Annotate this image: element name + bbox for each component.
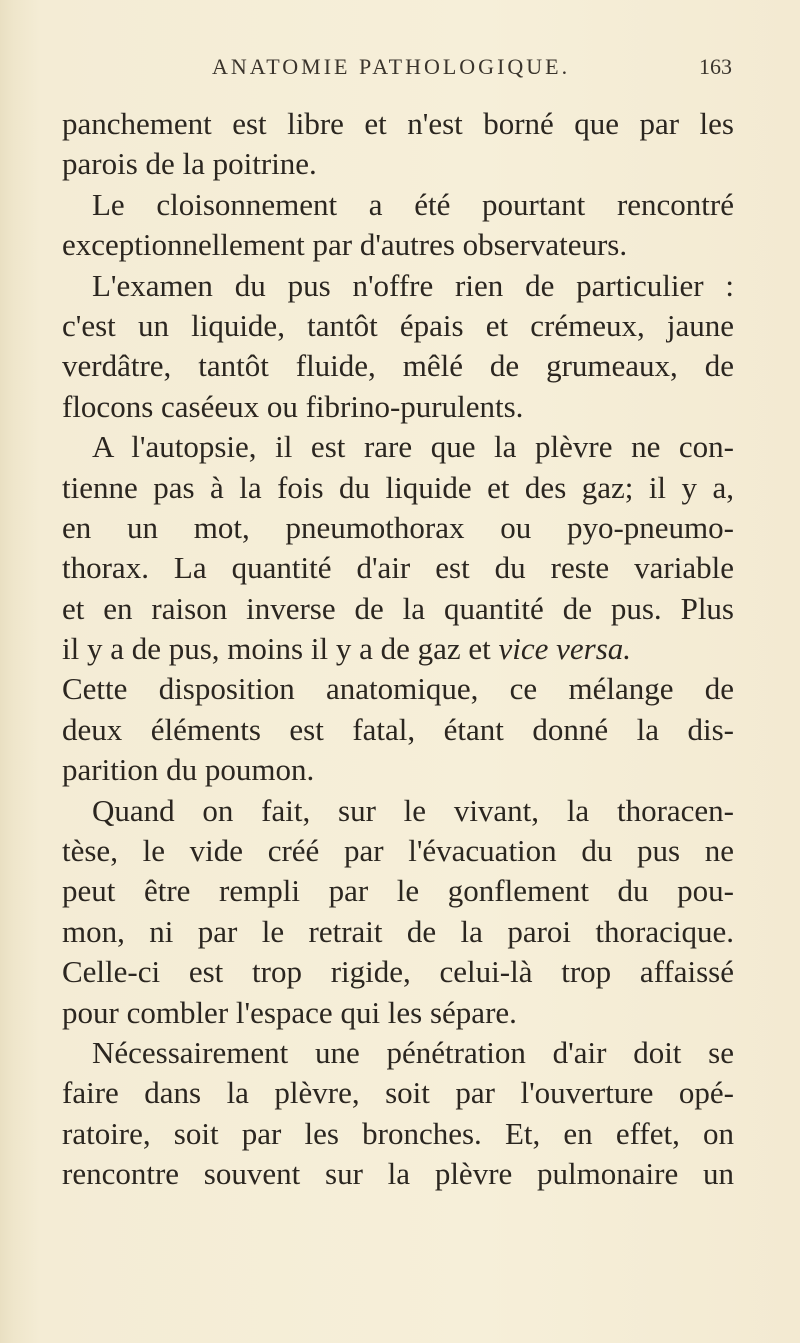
text-line: Nécessairement une pénétration d'air doit se <box>92 1034 734 1070</box>
body-text <box>62 104 734 1195</box>
text-line: ratoire, soit par les bronches. Et, en effet, on <box>62 1115 734 1151</box>
text-line: Cette disposition anatomique, ce mélange de <box>62 671 734 707</box>
text-line: en un mot, pneumothorax ou pyo-pneumo- <box>62 509 734 545</box>
text-line: thorax. La quantité d'air est du reste variable <box>62 550 734 586</box>
text-line: et en raison inverse de la quantité de pus. Plus <box>62 590 734 626</box>
text-line: verdâtre, tantôt fluide, mêlé de grumeaux, de <box>62 348 734 384</box>
text-line: deux éléments est fatal, étant donné la dis- <box>62 711 734 747</box>
text-line: L'examen du pus n'offre rien de particulier : <box>92 267 734 303</box>
page-number: 163 <box>699 54 732 79</box>
text-line: tienne pas à la fois du liquide et des gaz; il y a, <box>62 469 734 505</box>
italic-phrase: vice versa. <box>498 631 632 667</box>
text-line: rencontre souvent sur la plèvre pulmonaire un <box>62 1156 734 1192</box>
text-line: parition du poumon. <box>62 752 315 788</box>
text-line: faire dans la plèvre, soit par l'ouverture opé- <box>62 1075 734 1111</box>
text-line-with-italic <box>62 629 734 669</box>
text-line: c'est un liquide, tantôt épais et crémeux, jaune <box>62 307 734 343</box>
text-line: Le cloisonnement a été pourtant rencontré <box>92 186 734 222</box>
text-segment: il y a de pus, moins il y a de gaz et <box>62 631 499 667</box>
text-line: Quand on fait, sur le vivant, la thoracen- <box>92 792 734 828</box>
text-line: parois de la poitrine. <box>62 146 317 182</box>
running-head <box>212 54 732 84</box>
running-title: ANATOMIE PATHOLOGIQUE. <box>212 54 571 79</box>
text-line: tèse, le vide créé par l'évacuation du pus ne <box>62 833 734 869</box>
text-line: Celle-ci est trop rigide, celui-là trop affaissé <box>62 954 734 990</box>
text-line: flocons caséeux ou fibrino-purulents. <box>62 388 524 424</box>
text-line: pour combler l'espace qui les sépare. <box>62 994 517 1030</box>
text-line: exceptionnellement par d'autres observateurs. <box>62 227 628 263</box>
text-line: A l'autopsie, il est rare que la plèvre ne con- <box>92 429 734 465</box>
text-line: panchement est libre et n'est borné que par les <box>62 106 734 141</box>
text-line: mon, ni par le retrait de la paroi thoracique. <box>62 913 734 949</box>
text-line: peut être rempli par le gonflement du pou- <box>62 873 734 909</box>
